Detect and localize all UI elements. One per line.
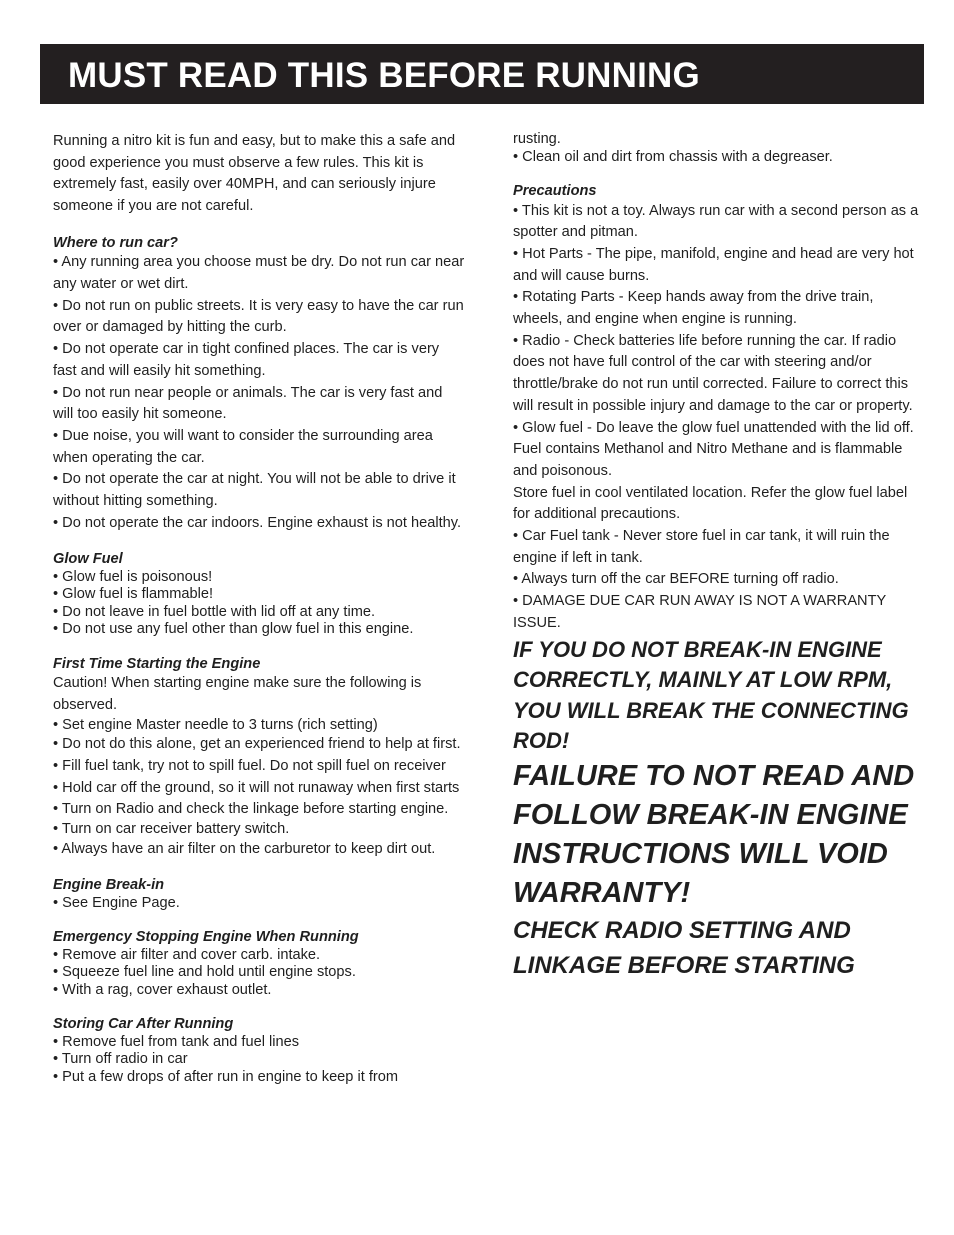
list-item: Store fuel in cool ventilated location. Refer the glow fuel label for additional precautions. — [513, 484, 908, 523]
section-engine-break-in — [53, 877, 465, 912]
list-item: • Glow fuel is flammable! — [53, 586, 214, 603]
section-heading: Where to run car? — [53, 234, 178, 251]
list-item: • Turn on Radio and check the linkage before starting engine. — [53, 801, 449, 818]
section-first-start — [53, 656, 465, 860]
section-heading: Emergency Stopping Engine When Running — [53, 929, 359, 946]
header-banner — [40, 44, 924, 104]
list-item: • With a rag, cover exhaust outlet. — [53, 981, 272, 998]
section-heading: Storing Car After Running — [53, 1016, 234, 1033]
warning-connecting-rod: IF YOU DO NOT BREAK-IN ENGINE CORRECTLY, MAINLY AT LOW RPM, YOU WILL BREAK THE CONNECTING ROD! — [513, 636, 909, 754]
section-emergency-stop — [53, 929, 465, 999]
section-glow-fuel — [53, 551, 465, 639]
list-item: • Glow fuel is poisonous! — [53, 568, 213, 585]
warning-check-radio: CHECK RADIO SETTING AND LINKAGE BEFORE STARTING — [513, 916, 855, 979]
intro-paragraph: Running a nitro kit is fun and easy, but to make this a safe and good experience you must observe a few rules. This kit is extremely fast, easily over 40MPH, and can seriously injure someone if you are not careful. — [53, 133, 456, 215]
list-item: • See Engine Page. — [53, 894, 180, 911]
list-item: • Glow fuel - Do leave the glow fuel unattended with the lid off. Fuel contains Methanol and Nitro Methane and is flammable and poisonous. — [513, 419, 914, 479]
section-storing-car — [53, 1016, 465, 1086]
list-item: • Turn off radio in car — [53, 1051, 188, 1068]
list-item: • Do not do this alone, get an experienced friend to help at first. — [53, 736, 461, 753]
list-item: • Clean oil and dirt from chassis with a degreaser. — [513, 148, 833, 165]
section-precautions — [513, 183, 923, 635]
list-item: • Radio - Check batteries life before running the car. If radio does not have full control of the car with steering and/or throttle/brake do not run until corrected. Failure to correct this will result in possible injury and damage to the car or property. — [513, 332, 913, 414]
list-item: • Do not operate car in tight confined places. The car is very fast and will easily hit something. — [53, 341, 440, 379]
list-item: • Car Fuel tank - Never store fuel in car tank, it will ruin the engine if left in tank. — [513, 528, 890, 566]
list-item: • Squeeze fuel line and hold until engine stops. — [53, 964, 356, 981]
list-item: • Do not run on public streets. It is very easy to have the car run over or damaged by hitting the curb. — [53, 297, 464, 336]
list-item: • Put a few drops of after run in engine to keep it from — [53, 1068, 399, 1085]
list-item: • Due noise, you will want to consider the surrounding area when operating the car. — [53, 427, 433, 466]
list-item: rusting. — [513, 131, 561, 147]
list-item: • Do not operate the car indoors. Engine exhaust is not healthy. — [53, 514, 462, 531]
section-heading: Engine Break-in — [53, 877, 165, 894]
list-item: • Hot Parts - The pipe, manifold, engine and head are very hot and will cause burns. — [513, 245, 914, 284]
list-item: • Do not leave in fuel bottle with lid off at any time. — [53, 603, 376, 620]
list-item: • Rotating Parts - Keep hands away from the drive train, wheels, and engine when engine is running. — [513, 289, 874, 328]
list-item: • Fill fuel tank, try not to spill fuel. Do not spill fuel on receiver — [53, 758, 446, 775]
section-heading: First Time Starting the Engine — [53, 655, 261, 672]
list-item: • This kit is not a toy. Always run car with a second person as a spotter and pitman. — [513, 202, 919, 241]
list-item: • Remove air filter and cover carb. intake. — [53, 946, 321, 963]
list-item: • Hold car off the ground, so it will not runaway when first starts — [53, 779, 460, 796]
list-item: Caution! When starting engine make sure the following is observed. — [53, 675, 422, 714]
list-item: • Always turn off the car BEFORE turning off radio. — [513, 571, 839, 588]
section-where-to-run — [53, 235, 465, 535]
list-item: • Turn on car receiver battery switch. — [53, 821, 290, 838]
list-item: • Remove fuel from tank and fuel lines — [53, 1033, 300, 1050]
list-item: • Do not operate the car at night. You will not be able to drive it without hitting something. — [53, 471, 456, 510]
list-item: • Any running area you choose must be dry. Do not run car near any water or wet dirt. — [53, 254, 465, 293]
page-title: MUST READ THIS BEFORE RUNNING — [68, 56, 700, 95]
section-heading: Glow Fuel — [53, 551, 123, 568]
list-item: • Set engine Master needle to 3 turns (rich setting) — [53, 716, 378, 733]
list-item: • Do not use any fuel other than glow fuel in this engine. — [53, 621, 414, 638]
list-item: • Always have an air filter on the carburetor to keep dirt out. — [53, 840, 436, 857]
list-item: • Do not run near people or animals. The car is very fast and will too easily hit someone. — [53, 384, 443, 423]
left-column — [53, 131, 465, 1086]
warning-void-warranty: FAILURE TO NOT READ AND FOLLOW BREAK-IN ENGINE INSTRUCTIONS WILL VOID WARRANTY! — [513, 759, 915, 909]
list-item: • DAMAGE DUE CAR RUN AWAY IS NOT A WARRANTY ISSUE. — [513, 593, 886, 631]
section-heading: Precautions — [513, 183, 597, 199]
right-column — [513, 131, 923, 983]
